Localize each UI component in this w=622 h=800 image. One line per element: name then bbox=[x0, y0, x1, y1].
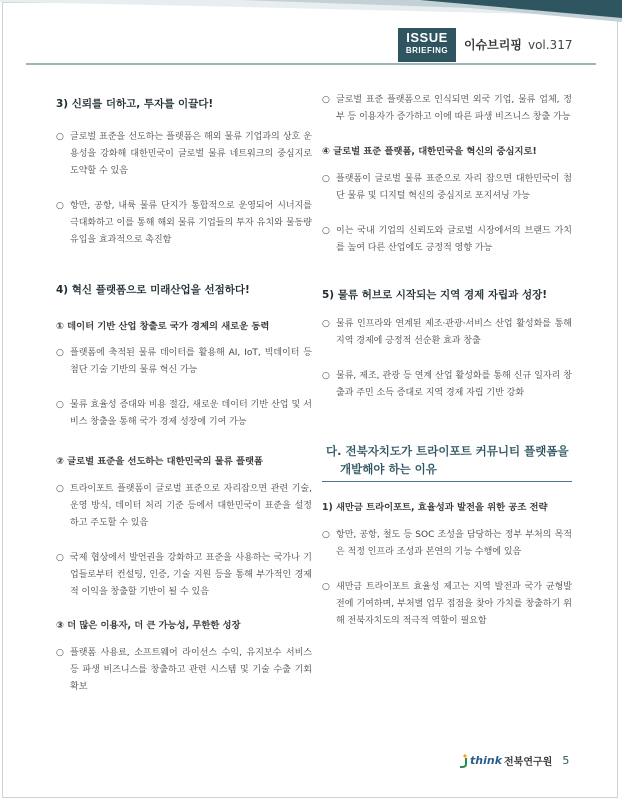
bullet-item: ○ 항만, 공항, 내륙 물류 단지가 통합적으로 운영되어 시너지를 극대화하고 이를 통해 해외 물류 기업들의 투자 유치와 물동량 유입을 효과적으로 촉진함 bbox=[56, 201, 312, 245]
page-number: 5 bbox=[562, 754, 570, 767]
bullet-item: ○ 물류 효율성 증대와 비용 절감, 새로운 데이터 기반 산업 및 서비스 창출을 통해 국가 경제 성장에 기여 가능 bbox=[56, 400, 312, 427]
org-name: 전북연구원 bbox=[504, 757, 553, 768]
series-title: 이슈브리핑 vol.317 bbox=[464, 38, 573, 52]
bullet-item: ○ 플랫폼이 글로벌 물류 표준으로 자리 잡으면 대한민국이 첨단 물류 및 디지털 혁신의 중심지로 포지셔닝 가능 bbox=[322, 174, 572, 201]
bullet-item: ○ 새만금 트라이포트 효율성 제고는 지역 발전과 국가 균형발전에 기여하며, 부처별 업무 접점을 찾아 가치를 창출하기 위해 전북자치도의 적극적 역할이 필요함 bbox=[322, 582, 572, 626]
subheading-users: ③ 더 많은 이용자, 더 큰 가능성, 무한한 성장 bbox=[56, 620, 241, 631]
volume-number: vol.317 bbox=[527, 38, 573, 52]
bullet-item: ○ 플랫폼 사용료, 소프트웨어 라이선스 수익, 유지보수 서비스 등 파생 비즈니스를 창출하고 관련 시스템 및 기술 수출 기회 확보 bbox=[56, 648, 312, 692]
subheading-standard: ② 글로벌 표준을 선도하는 대한민국의 물류 플랫폼 bbox=[56, 456, 263, 467]
header-rule bbox=[26, 63, 596, 65]
bullet-item: ○ 글로벌 표준 플랫폼으로 인식되면 외국 기업, 물류 업체, 정부 등 이용자가 증가하고 이에 따른 파생 비즈니스 창출 가능 bbox=[322, 95, 572, 122]
section-d-heading: 다. 전북자치도가 트라이포트 커뮤니티 플랫폼을 개발해야 하는 이유 bbox=[322, 440, 572, 482]
footer bbox=[458, 750, 569, 766]
bullet-item: ○ 트라이포트 플랫폼이 글로벌 표준으로 자리잡으면 관련 기술, 운영 방식, 데이터 처리 기준 등에서 대한민국이 표준을 설정하고 주도할 수 있음 bbox=[56, 484, 312, 528]
bullet-item: ○ 이는 국내 기업의 신뢰도와 글로벌 시장에서의 브랜드 가치를 높여 다른 산업에도 긍정적 영향 가능 bbox=[322, 226, 572, 253]
heading-innovation: 4) 혁신 플랫폼으로 미래산업을 선점하다! bbox=[56, 284, 250, 296]
subheading-data: ① 데이터 기반 산업 창출로 국가 경제의 새로운 동력 bbox=[56, 321, 270, 332]
heading-trust: 3) 신뢰를 더하고, 투자를 이끌다! bbox=[56, 98, 214, 110]
bullet-item: ○ 물류, 제조, 관광 등 연계 산업 활성화를 통해 신규 일자리 창출과 주민 소득 증대로 지역 경제 자립 기반 강화 bbox=[322, 371, 572, 398]
subheading-saemangeum: 1) 새만금 트라이포트, 효율성과 발전을 위한 공조 전략 bbox=[322, 502, 548, 513]
bullet-item: ○ 글로벌 표준을 선도하는 플랫폼은 해외 물류 기업과의 상호 운용성을 강화해 대한민국이 글로벌 물류 네트워크의 중심지로 도약할 수 있음 bbox=[56, 132, 312, 176]
subheading-hub-center: ④ 글로벌 표준 플랫폼, 대한민국을 혁신의 중심지로! bbox=[322, 146, 537, 157]
heading-regional-hub: 5) 물류 허브로 시작되는 지역 경제 자립과 성장! bbox=[322, 289, 548, 301]
bullet-item: ○ 플랫폼에 축적된 물류 데이터를 활용해 AI, IoT, 빅데이터 등 첨단 기술 기반의 물류 혁신 가능 bbox=[56, 348, 312, 375]
header-decorative-band bbox=[0, 0, 622, 26]
bullet-item: ○ 항만, 공항, 철도 등 SOC 조성을 담당하는 정부 부처의 목적은 적정 인프라 조성과 본연의 기능 수행에 있음 bbox=[322, 530, 572, 557]
logo-word: think bbox=[470, 754, 503, 767]
left-column bbox=[56, 92, 312, 696]
bullet-item: ○ 물류 인프라와 연계된 제조·관광·서비스 산업 활성화를 통해 지역 경제에 긍정적 선순환 효과 창출 bbox=[322, 319, 572, 346]
right-column bbox=[322, 92, 572, 630]
issue-briefing-badge: ISSUE BRIEFING bbox=[398, 28, 456, 62]
bullet-item: ○ 국제 협상에서 발언권을 강화하고 표준을 사용하는 국가나 기업들로부터 컨설팅, 인증, 기술 지원 등을 통해 부가적인 경제적 이익을 창출할 기반이 될 수 있음 bbox=[56, 553, 312, 597]
jthink-logo-icon bbox=[458, 754, 470, 768]
